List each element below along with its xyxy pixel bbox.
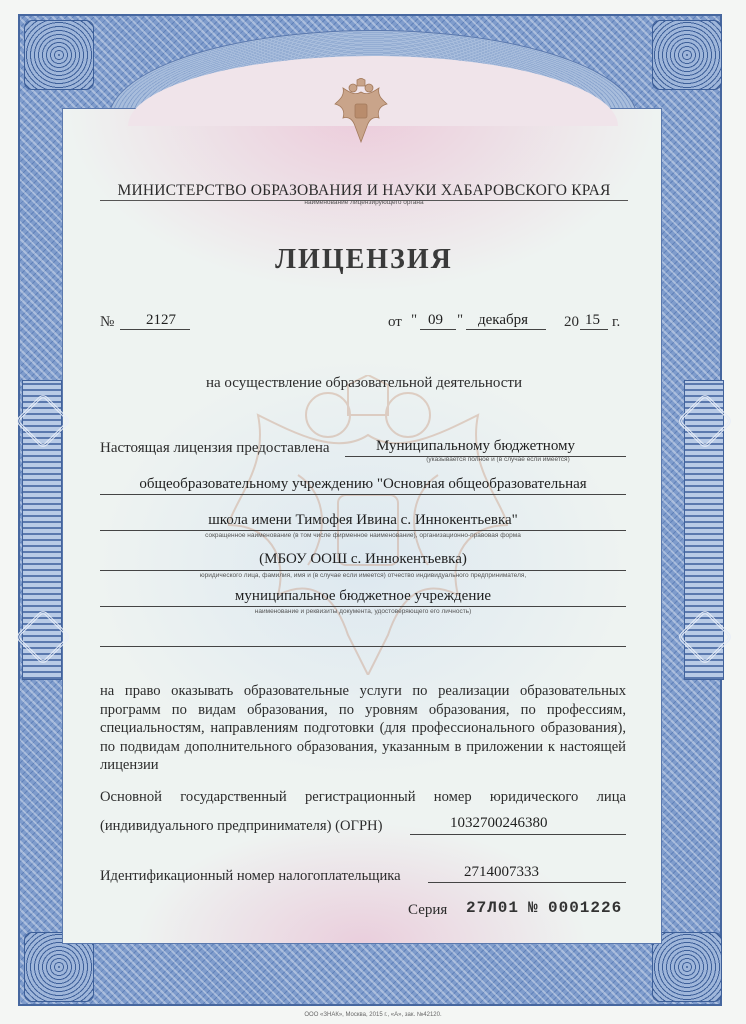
license-year: 15	[585, 312, 600, 328]
serial-number: 0001226	[548, 899, 623, 917]
year-unit: г.	[612, 314, 621, 330]
ogrn-label-line-1: Основной государственный регистрационный номер юридического лица	[100, 789, 626, 805]
side-ornament-right	[684, 380, 724, 680]
holder-line-2: общеобразовательному учреждению "Основная общеобразовательная	[139, 476, 587, 492]
licensing-authority-caption: наименование лицензирующего органа	[304, 199, 424, 206]
holder-line-3: школа имени Тимофея Ивина с. Иннокентьевка"	[208, 512, 518, 528]
ogrn-value: 1032700246380	[450, 815, 548, 831]
holder-caption-3: сокращенное наименование (в том числе фирменное наименование), организационно-правовая форма	[205, 532, 521, 539]
holder-caption-5: наименование и реквизиты документа, удостоверяющего его личность)	[254, 608, 472, 615]
serial-label: Серия	[408, 902, 448, 918]
date-prefix: от	[388, 314, 402, 330]
license-document: МИНИСТЕРСТВО ОБРАЗОВАНИЯ И НАУКИ ХАБАРОВСКОГО КРАЯ наименование лицензирующего органа ЛИЦЕНЗИЯ № 2127 от " 09 " декабря 20 15 г. на осуществление образовательной деятельности Настоящая лицензия предоставлена Муниципальному бюджетному (указывается полное и (в случае если имеется) общеобразовательному учреждению "Основная общеобразовательная школа имени Тимофея Ивина с. Иннокентьевка" сокращенное наименование (в том числе фирменное наименование), организационно-правовая форма (МБОУ ООШ с. Иннокентьевка) юридического лица, фамилия, имя и (в случае если имеется) отчество индивидуального предпринимателя, муниципальное бюджетное учреждение наименование и реквизиты документа, удостоверяющего его личность) на право оказывать образовательные услуги по реализации образовательных программ по видам образования, по уровням образования, по профессиям, специальностям, направлениям подготовки (для профессионального образования), по подвидам дополнительного образования, указанным в приложении к настоящей лицензии Основной государственный регистрационный номер юридического лица (индивидуального предпринимателя) (ОГРН) 1032700246380 Идентификационный номер налогоплательщика 2714007333 Серия 27Л01 № 0001226 ООО «ЗНАК», Москва, 2015 г., «А», зак. №42120.	[0, 0, 746, 1024]
inn-label: Идентификационный номер налогоплательщика	[100, 868, 401, 884]
holder-legal-form: муниципальное бюджетное учреждение	[234, 588, 492, 604]
corner-ornament-bottom-right	[652, 932, 722, 1002]
printer-imprint: ООО «ЗНАК», Москва, 2015 г., «А», зак. №42120.	[304, 1012, 442, 1018]
corner-ornament-top-left	[24, 20, 94, 90]
licensing-authority-name: МИНИСТЕРСТВО ОБРАЗОВАНИЯ И НАУКИ ХАБАРОВСКОГО КРАЯ	[100, 182, 628, 201]
year-prefix: 20	[564, 314, 579, 330]
inn-value: 2714007333	[464, 864, 539, 880]
license-month: декабря	[478, 312, 529, 328]
license-number: 2127	[146, 312, 176, 328]
holder-label: Настоящая лицензия предоставлена	[100, 440, 330, 456]
license-rights-text: на право оказывать образовательные услуги по реализации образовательных программ по видам образования, по уровням образования, по профессиям, специальностям, направлениям подготовки (для профессионального образования), по подвидам дополнительного образования, указанным в приложении к настоящей лицензии	[100, 683, 626, 773]
license-day: 09	[428, 312, 443, 328]
serial-series: 27Л01	[466, 899, 520, 917]
holder-short-name: (МБОУ ООШ с. Иннокентьевка)	[259, 551, 467, 567]
serial-number-label: №	[528, 899, 539, 917]
holder-caption-4: юридического лица, фамилия, имя и (в случае если имеется) отчество индивидуального предпринимателя,	[199, 572, 527, 579]
corner-ornament-top-right	[652, 20, 722, 90]
document-title: ЛИЦЕНЗИЯ	[275, 244, 453, 275]
ogrn-label-line-2: (индивидуального предпринимателя) (ОГРН)	[100, 818, 383, 834]
number-label: №	[100, 314, 115, 330]
holder-caption-1: (указывается полное и (в случае если имеется)	[426, 456, 570, 463]
holder-line-1: Муниципальному бюджетному	[376, 438, 576, 454]
coat-of-arms-emblem	[329, 78, 393, 146]
license-purpose: на осуществление образовательной деятельности	[205, 375, 523, 391]
side-ornament-left	[22, 380, 62, 680]
